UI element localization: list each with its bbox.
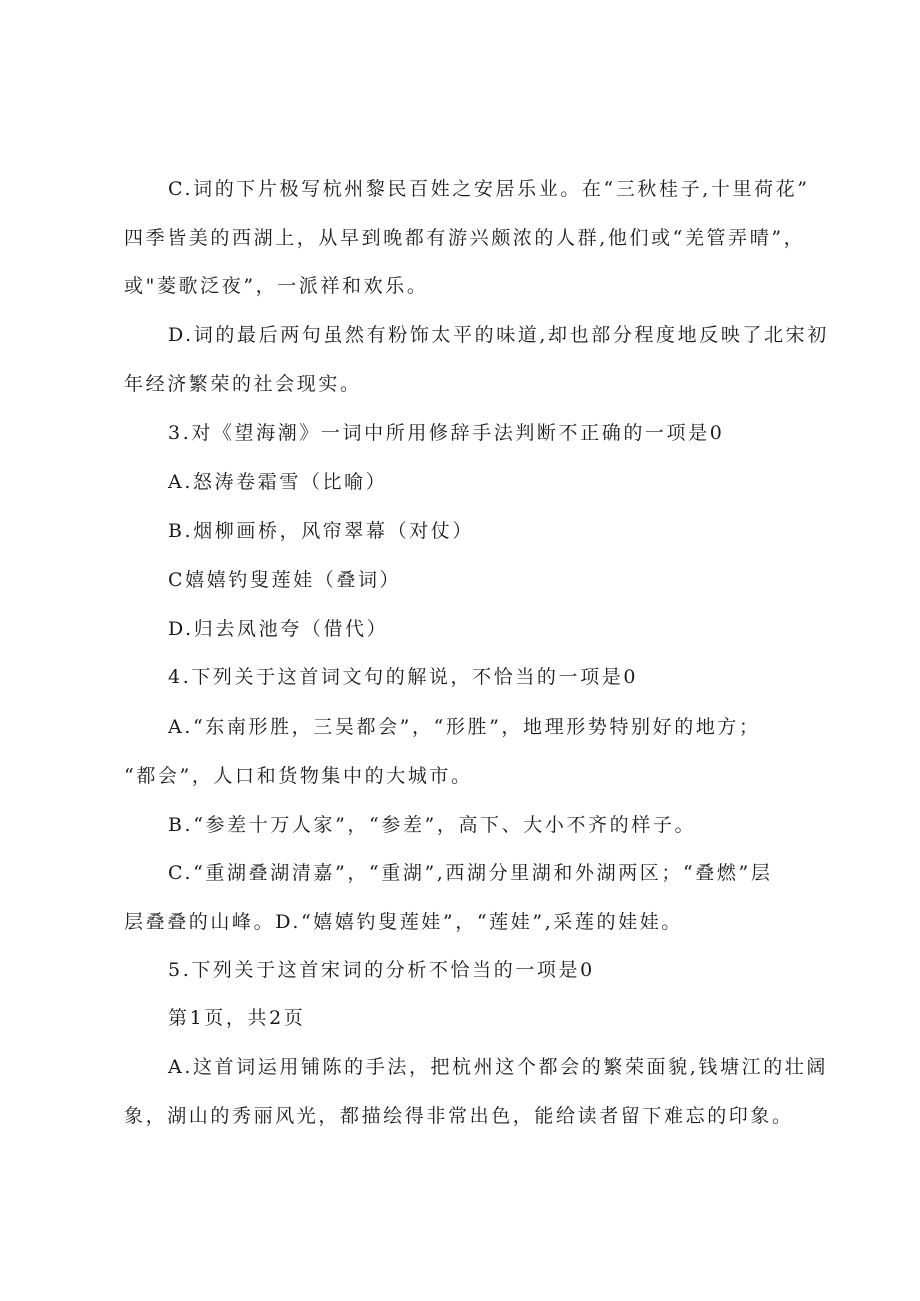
question-4-option-b: B.“参差十万人家”，“参差”，高下、大小不齐的样子。 (168, 814, 697, 836)
option-c-text-line-2: 四季皆美的西湖上，从早到晚都有游兴颇浓的人群,他们或“羌管弄晴”， (124, 227, 806, 249)
question-5: 5.下列关于这首宋词的分析不恰当的一项是0 (168, 959, 595, 981)
question-3-option-a: A.怒涛卷霜雪（比喻） (168, 471, 388, 493)
page-number-footer: 第1页，共2页 (168, 1007, 306, 1029)
question-4-option-c-line-1: C.“重湖叠湖清嘉”，“重湖”,西湖分里湖和外湖两区；“叠燃”层 (168, 862, 773, 884)
question-4: 4.下列关于这首词文句的解说，不恰当的一项是0 (168, 666, 639, 688)
option-d-text-line-1: D.词的最后两句虽然有粉饰太平的味道,却也部分程度地反映了北宋初 (168, 324, 829, 346)
question-3: 3.对《望海潮》一词中所用修辞手法判断不正确的一项是0 (168, 422, 725, 444)
question-3-option-c: C嬉嬉钓叟莲娃（叠词） (168, 569, 402, 591)
question-4-option-c-line-2: 层叠叠的山峰。D.“嬉嬉钓叟莲娃”，“莲娃”,采莲的娃娃。 (124, 911, 683, 933)
option-d-text-line-2: 年经济繁荣的社会现实。 (124, 373, 362, 395)
option-c-text-line-3: 或"菱歌泛夜”，一派祥和欢乐。 (124, 275, 429, 297)
option-c-text-line-1: C.词的下片极写杭州黎民百姓之安居乐业。在“三秋桂子,十里荷花” (168, 178, 810, 200)
question-4-option-a-line-1: A.“东南形胜，三吴都会”，“形胜”，地理形势特别好的地方； (168, 716, 761, 738)
question-5-option-a-line-1: A.这首词运用铺陈的手法，把杭州这个都会的繁荣面貌,钱塘江的壮阔 (168, 1056, 829, 1078)
question-5-option-a-line-2: 象，湖山的秀丽风光，都描绘得非常出色，能给读者留下难忘的印象。 (124, 1105, 794, 1127)
question-3-option-d: D.归去凤池夸（借代） (168, 618, 389, 640)
question-3-option-b: B.烟柳画桥，风帘翠幕（对仗） (168, 520, 475, 542)
question-4-option-a-line-2: “都会”，人口和货物集中的大城市。 (124, 765, 473, 787)
